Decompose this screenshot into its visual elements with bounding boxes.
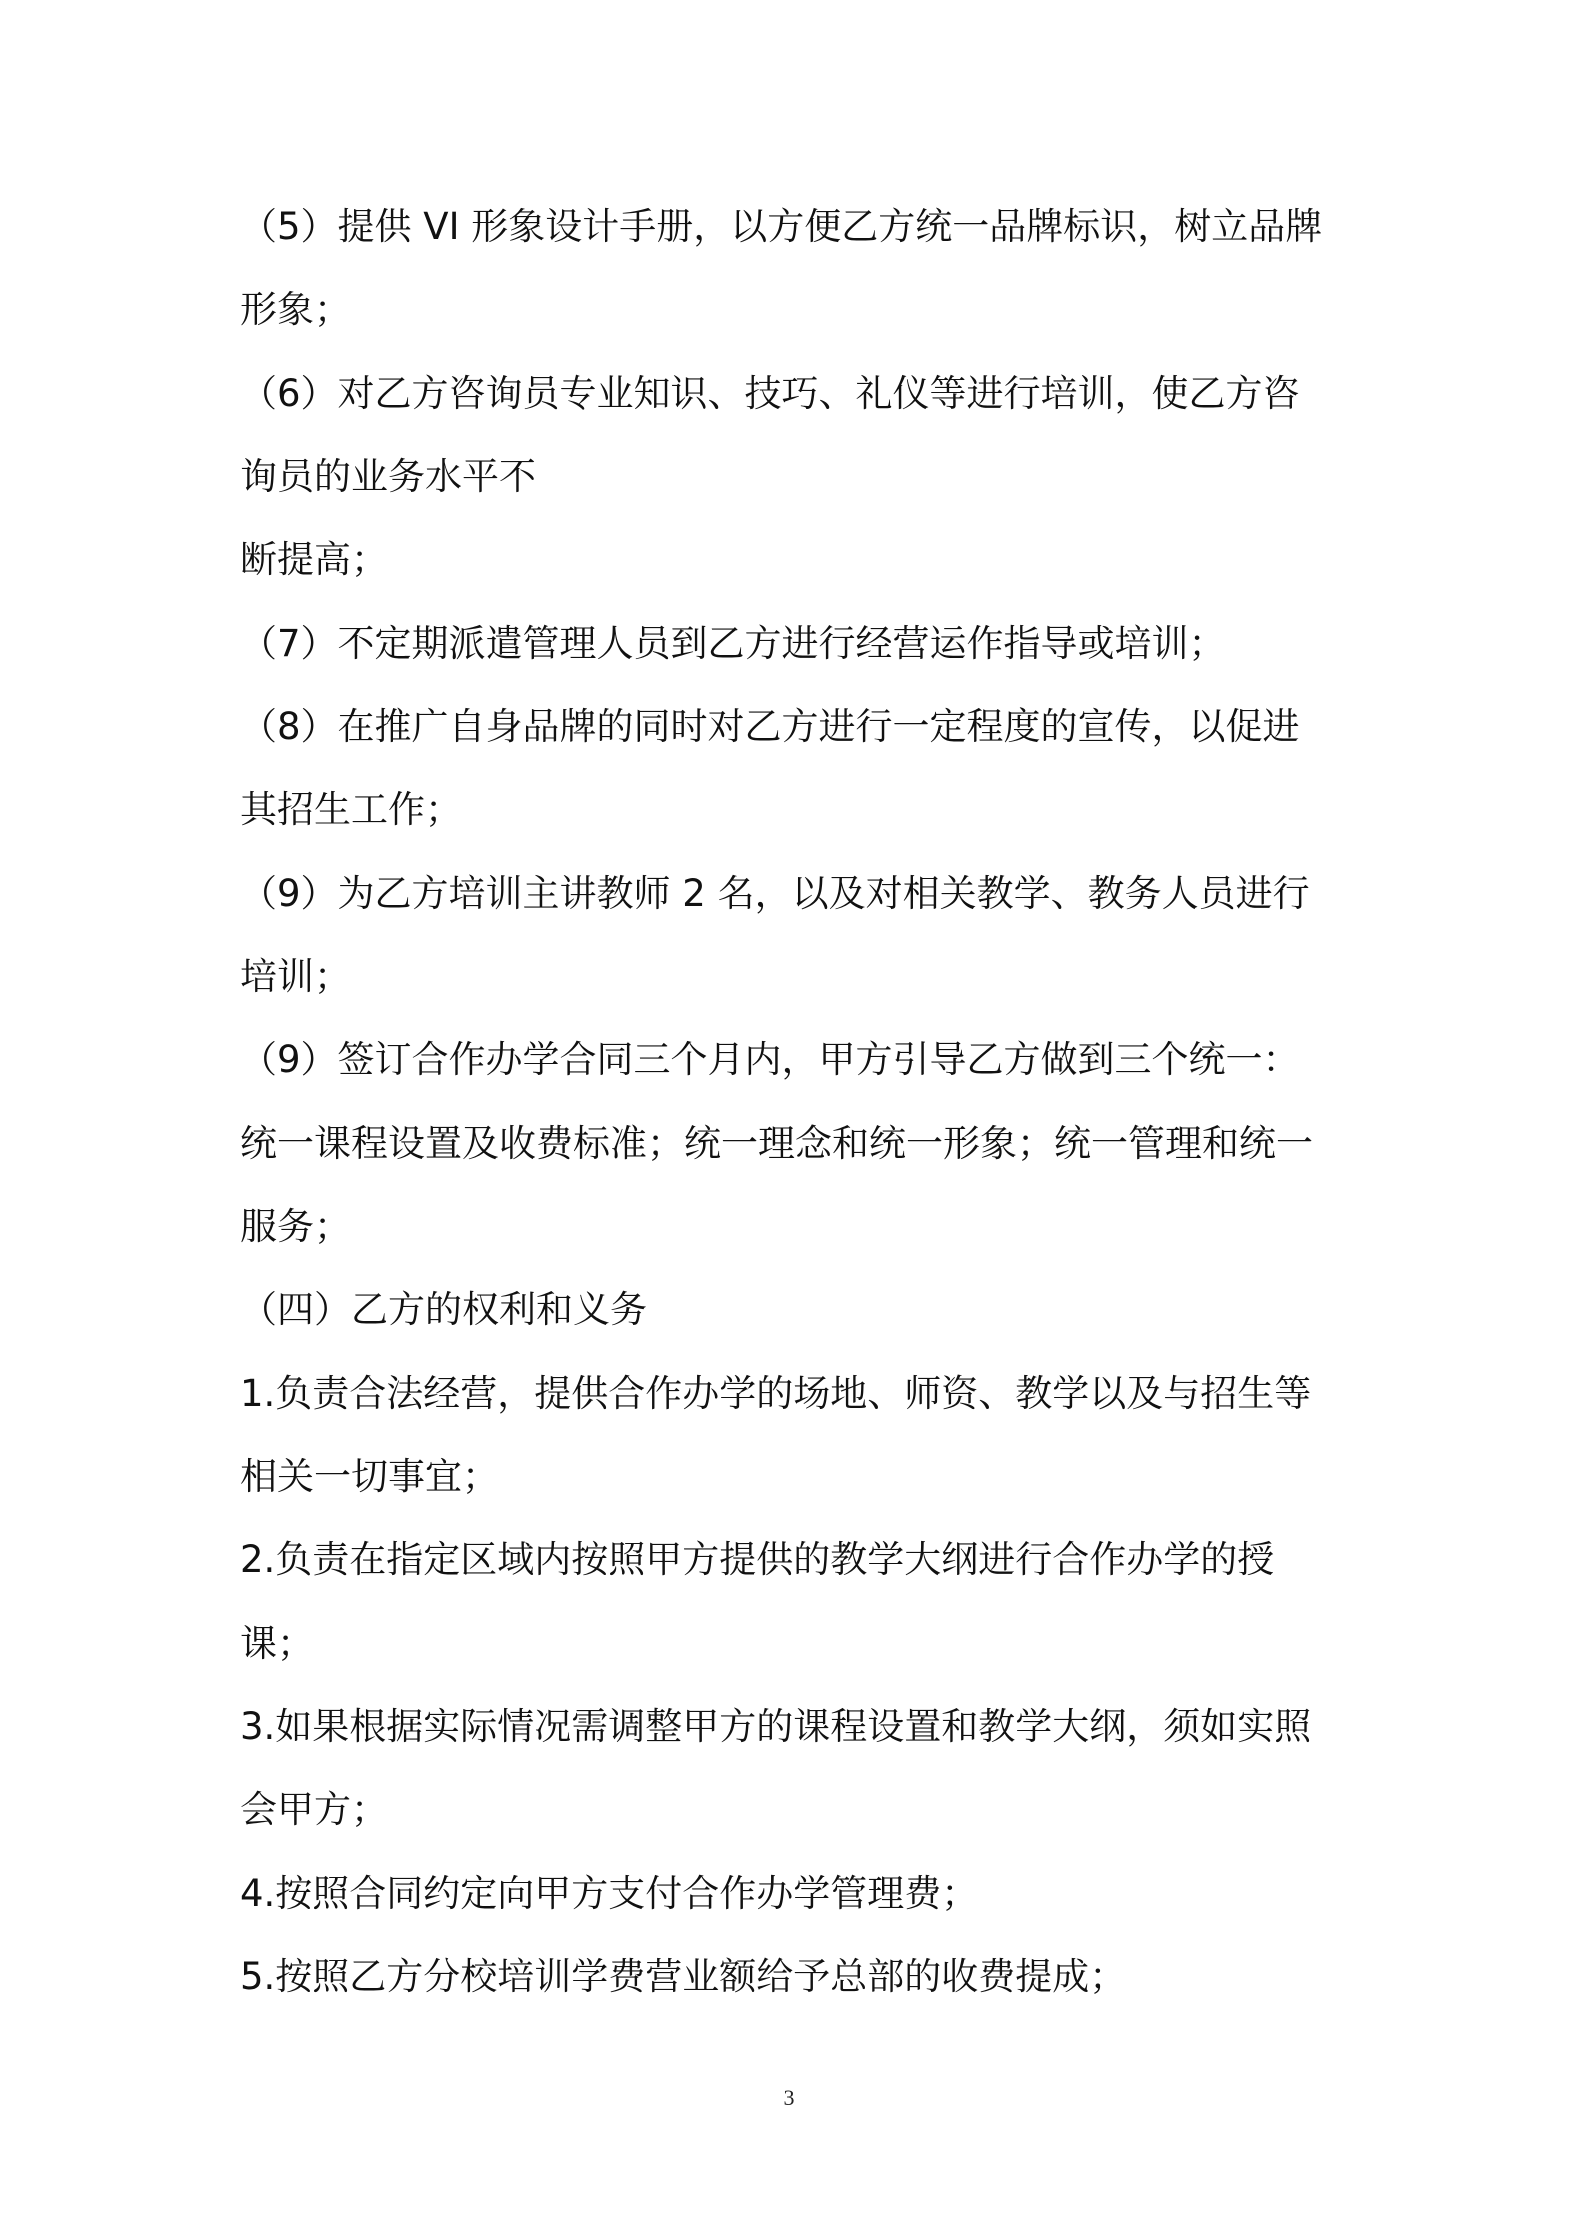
text-line: 服务； xyxy=(240,1205,351,1248)
text-line: 5.按照乙方分校培训学费营业额给予总部的收费提成； xyxy=(240,1955,1127,1998)
text-line: 2.负责在指定区域内按照甲方提供的教学大纲进行合作办学的授 xyxy=(240,1538,1275,1581)
text-line: 询员的业务水平不 xyxy=(240,455,536,498)
text-line: 3.如果根据实际情况需调整甲方的课程设置和教学大纲，须如实照 xyxy=(240,1705,1312,1748)
section-heading: （四）乙方的权利和义务 xyxy=(240,1288,647,1331)
text-line: 统一课程设置及收费标准；统一理念和统一形象；统一管理和统一 xyxy=(240,1122,1313,1165)
text-line: （6）对乙方咨询员专业知识、技巧、礼仪等进行培训，使乙方咨 xyxy=(240,372,1300,415)
text-line: （9）为乙方培训主讲教师 2 名，以及对相关教学、教务人员进行 xyxy=(240,872,1310,915)
text-line: 相关一切事宜； xyxy=(240,1455,499,1498)
text-line: 培训； xyxy=(240,955,351,998)
text-line: （8）在推广自身品牌的同时对乙方进行一定程度的宣传，以促进 xyxy=(240,705,1300,748)
text-line: 课； xyxy=(240,1622,314,1665)
text-line: （5）提供 VI 形象设计手册，以方便乙方统一品牌标识，树立品牌 xyxy=(240,205,1323,248)
text-line: 1.负责合法经营，提供合作办学的场地、师资、教学以及与招生等 xyxy=(240,1372,1312,1415)
text-line: 4.按照合同约定向甲方支付合作办学管理费； xyxy=(240,1872,979,1915)
text-line: 形象； xyxy=(240,288,351,331)
text-line: （9）签订合作办学合同三个月内，甲方引导乙方做到三个统一： xyxy=(240,1038,1300,1081)
text-line: （7）不定期派遣管理人员到乙方进行经营运作指导或培训； xyxy=(240,622,1226,665)
text-line: 断提高； xyxy=(240,538,388,581)
text-line: 其招生工作； xyxy=(240,788,462,831)
page-number: 3 xyxy=(783,2085,795,2110)
text-line: 会甲方； xyxy=(240,1788,388,1831)
